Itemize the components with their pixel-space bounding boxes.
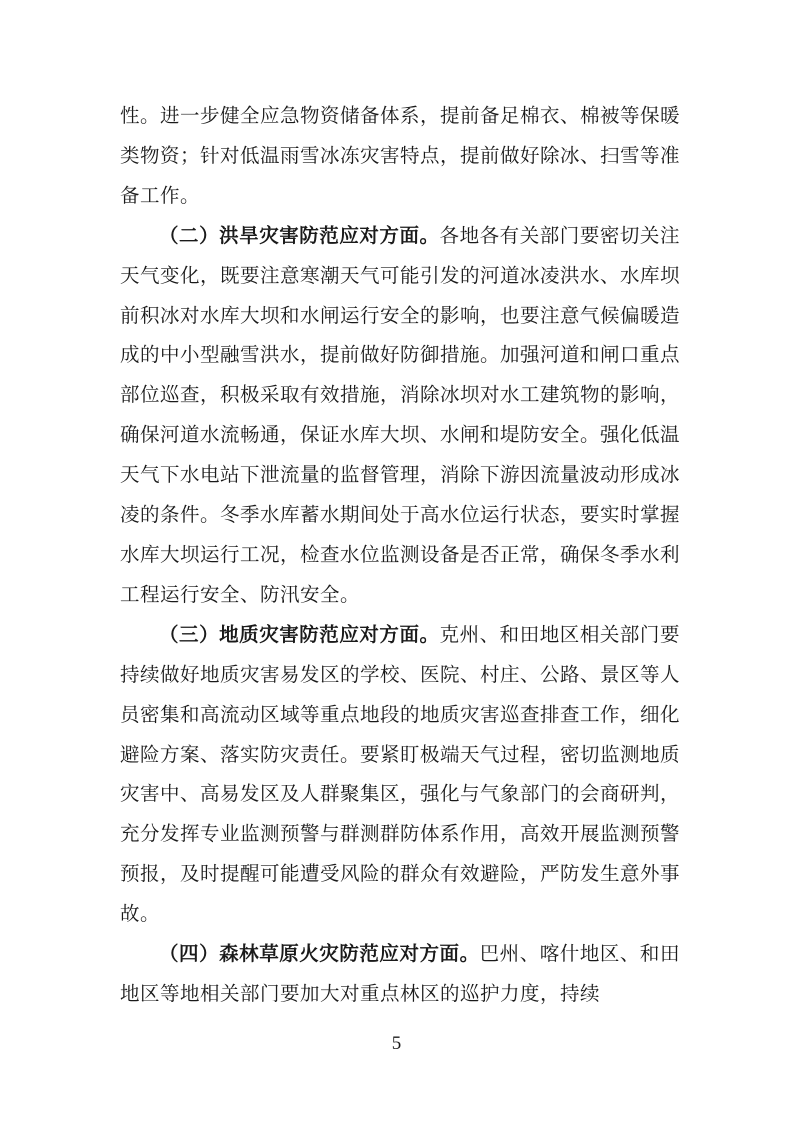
page-number: 5 (391, 1033, 402, 1054)
paragraph-text: 各地各有关部门要密切关注天气变化，既要注意寒潮天气可能引发的河道冰凌洪水、水库坝前积冰对水库大坝和水闸运行安全的影响，也要注意气候偏暖造成的中小型融雪洪水，提前做好防御措施。加强河道和闸口重点部位巡查，积极采取有效措施，消除冰坝对水工建筑物的影响，确保河道水流畅通，保证水库大坝、水闸和堤防安全。强化低温天气下水电站下泄流量的监督管理，消除下游因流量波动形成冰凌的条件。冬季水库蓄水期间处于高水位运行状态，要实时掌握水库大坝运行工况，检查水位监测设备是否正常，确保冬季水利工程运行安全、防汛安全。 (120, 223, 681, 606)
paragraph-geological (120, 615, 680, 934)
paragraph-text: 克州、和田地区相关部门要持续做好地质灾害易发区的学校、医院、村庄、公路、景区等人员密集和高流动区域等重点地段的地质灾害巡查排查工作，细化避险方案、落实防灾责任。要紧盯极端天气过程，密切监测地质灾害中、高易发区及人群聚集区，强化与气象部门的会商研判，充分发挥专业监测预警与群测群防体系作用，高效开展监测预警预报，及时提醒可能遭受风险的群众有效避险，严防发生意外事故。 (120, 622, 681, 926)
paragraph-flood-drought (120, 216, 680, 615)
paragraph-forest-fire (120, 934, 680, 1014)
paragraph-text: 巴州、喀什地区、和田地区等地相关部门要加大对重点林区的巡护力度，持续 (120, 942, 680, 1005)
paragraph-text: 性。进一步健全应急物资储备体系，提前备足棉衣、棉被等保暖类物资；针对低温雨雪冰冻灾害特点，提前做好除冰、扫雪等准备工作。 (120, 104, 681, 207)
section-heading: （二）洪旱灾害防范应对方面。 (159, 223, 440, 247)
body-text (120, 96, 680, 1014)
section-heading: （四）森林草原火灾防范应对方面。 (159, 942, 480, 966)
paragraph-continuation (120, 96, 680, 216)
section-heading: （三）地质灾害防范应对方面。 (159, 622, 440, 646)
